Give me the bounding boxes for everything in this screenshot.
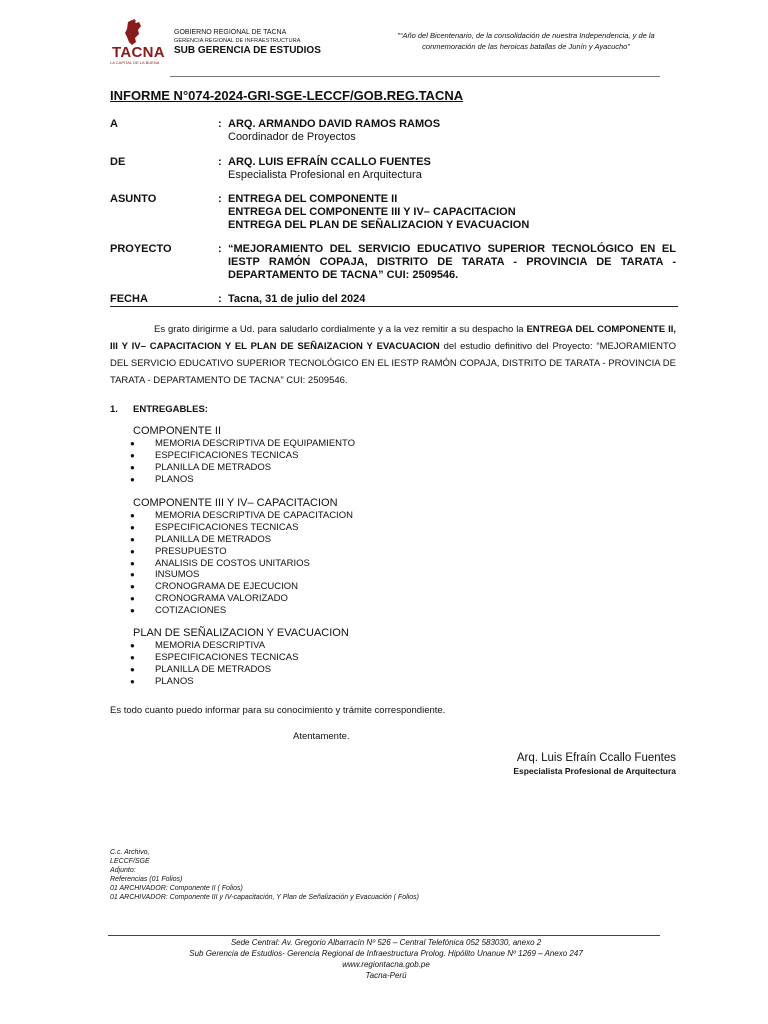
field-colon: : [218, 193, 222, 205]
deliverables-list [130, 510, 353, 617]
list-item: ● ANALISIS DE COSTOS UNITARIOS [130, 557, 310, 569]
bullet-icon: ● [130, 606, 135, 616]
org-department: GERENCIA REGIONAL DE INFRAESTRUCTURA [174, 38, 301, 44]
footer-address: Sede Central: Av. Gregorio Albarracín Nº 526 – Central Telefónica 052 583030, anexo 2 [230, 938, 542, 947]
bullet-icon: ● [130, 522, 135, 532]
para-text: del estudio definitivo del Proyecto: “MEJORAMIENTO DEL SERVICIO EDUCATIVO SUPERIOR TECNOLÓGICO EN EL IESTP RAMÓN COPAJA, DISTRITO DE TARATA - PROVINCIA DE TARATA - DEPARTAMENTO DE TACNA” CUI: 2509546. [110, 341, 676, 386]
field-label-fecha: FECHA [110, 293, 148, 305]
cc-line: Referencias (01 Folios) [110, 876, 183, 883]
list-item: ● PLANILLA DE METRADOS [130, 461, 272, 473]
bullet-icon: ● [130, 582, 135, 592]
field-colon: : [218, 156, 222, 168]
bullet-icon: ● [130, 439, 135, 448]
field-label-proyecto: PROYECTO [110, 243, 172, 255]
bullet-icon: ● [130, 546, 135, 556]
list-item: ● CRONOGRAMA VALORIZADO [130, 593, 288, 605]
section-number: 1. [110, 404, 118, 415]
field-value-asunto [228, 193, 676, 232]
year-motto: "“Año del Bicentenario, de la consolidación de nuestra Independencia, y de la conmemoración de las heroicas batallas de Junín y Ayacucho” [397, 31, 655, 51]
field-value-de [228, 156, 676, 182]
list-item: ● ESPECIFICACIONES TECNICAS [130, 651, 299, 663]
bullet-icon: ● [130, 450, 135, 460]
group-title: PLAN DE SEÑALIZACION Y EVACUACION [133, 627, 349, 639]
footer-location: Tacna-Perú [365, 971, 407, 980]
bullet-icon: ● [130, 534, 135, 544]
signature-title: Especialista Profesional de Arquitectura [513, 766, 676, 776]
bullet-icon: ● [130, 570, 135, 580]
signature-name: Arq. Luis Efraín Ccallo Fuentes [516, 752, 676, 764]
list-item: ● MEMORIA DESCRIPTIVA DE EQUIPAMIENTO [130, 438, 356, 449]
para-text: Es grato dirigirme a Ud. para saludarlo cordialmente y a la vez remitir a su despacho la [154, 324, 527, 335]
cc-block [110, 848, 419, 902]
field-label-a: A [110, 118, 118, 130]
report-title: INFORME N°074-2024-GRI-SGE-LECCF/GOB.REG.TACNA [110, 88, 464, 103]
field-value-fecha: Tacna, 31 de julio del 2024 [228, 293, 366, 305]
field-label-asunto: ASUNTO [110, 193, 157, 205]
list-item: ● PLANOS [130, 473, 194, 485]
field-colon: : [218, 293, 222, 305]
bullet-icon: ● [130, 641, 135, 650]
list-item: ● PLANILLA DE METRADOS [130, 663, 272, 675]
list-item: ● ESPECIFICACIONES TECNICAS [130, 521, 299, 533]
cc-line: LECCF/SGE [110, 858, 150, 865]
bullet-icon: ● [130, 558, 135, 568]
section-title: ENTREGABLES: [133, 404, 208, 415]
group-title: COMPONENTE III Y IV– CAPACITACION [133, 497, 338, 509]
footer [110, 937, 662, 981]
footer-website[interactable]: www.regiontacna.gob.pe [342, 960, 430, 969]
field-value-proyecto: “MEJORAMIENTO DEL SERVICIO EDUCATIVO SUPERIOR TECNOLÓGICO EN EL IESTP RAMÓN COPAJA, DISTRITO DE TARATA - PROVINCIA DE TARATA - DEPARTAMENTO DE TACNA” CUI: 2509546. [228, 243, 676, 281]
org-name: GOBIERNO REGIONAL DE TACNA [174, 29, 287, 36]
list-item: ● PLANILLA DE METRADOS [130, 533, 272, 545]
recipient-role: Coordinador de Proyectos [228, 131, 356, 143]
footer-address: Sub Gerencia de Estudios- Gerencia Regional de Infraestructura Prolog. Hipólito Unanue Nº 1269 – Anexo 247 [189, 949, 583, 958]
list-item: ● INSUMOS [130, 569, 200, 581]
list-item: ● MEMORIA DESCRIPTIVA DE CAPACITACION [130, 510, 353, 521]
field-colon: : [218, 243, 222, 255]
closing-sentence: Es todo cuanto puedo informar para su conocimiento y trámite correspondiente. [110, 705, 446, 716]
cc-line: Adjunto: [110, 867, 136, 874]
fields-divider [110, 306, 678, 307]
bullet-icon: ● [130, 511, 135, 520]
deliverables-list [130, 640, 298, 688]
deliverables-list [130, 438, 355, 486]
bullet-icon: ● [130, 676, 135, 686]
field-label-de: DE [110, 156, 126, 168]
group-title: COMPONENTE II [133, 425, 222, 437]
list-item: ● COTIZACIONES [130, 605, 227, 617]
list-item: ● MEMORIA DESCRIPTIVA [130, 640, 266, 651]
bullet-icon: ● [130, 652, 135, 662]
org-subdivision: SUB GERENCIA DE ESTUDIOS [174, 45, 321, 56]
recipient-name: ARQ. ARMANDO DAVID RAMOS RAMOS [228, 118, 441, 130]
subject-line: ENTREGA DEL PLAN DE SEÑALIZACION Y EVACUACION [228, 219, 530, 231]
field-value-a [228, 118, 676, 144]
list-item: ● PRESUPUESTO [130, 545, 227, 557]
valediction: Atentamente. [293, 731, 350, 742]
cc-line: C.c. Archivo, [110, 849, 150, 856]
bullet-icon: ● [130, 474, 135, 484]
bullet-icon: ● [130, 462, 135, 472]
cc-line: 01 ARCHIVADOR: Componente III y IV-capacitación, Y Plan de Señalización y Evacuación ( Folios) [110, 894, 419, 901]
cc-line: 01 ARCHIVADOR: Componente II ( Folios) [110, 885, 243, 892]
subject-line: ENTREGA DEL COMPONENTE III Y IV– CAPACITACION [228, 206, 516, 218]
sender-role: Especialista Profesional en Arquitectura [228, 169, 422, 181]
logo-text: TACNA [112, 44, 165, 61]
header-divider [170, 76, 660, 77]
bullet-icon: ● [130, 594, 135, 604]
sender-name: ARQ. LUIS EFRAÍN CCALLO FUENTES [228, 156, 431, 168]
list-item: ● PLANOS [130, 675, 194, 687]
list-item: ● ESPECIFICACIONES TECNICAS [130, 449, 299, 461]
field-colon: : [218, 118, 222, 130]
subject-line: ENTREGA DEL COMPONENTE II [228, 193, 398, 205]
bullet-icon: ● [130, 664, 135, 674]
footer-divider [108, 935, 660, 936]
logo-tagline: LA CAPITAL DE LA BUENA [110, 60, 160, 65]
para-emphasis: ENTREGA DEL COMPONENTE II, III Y IV– CAPACITACION Y EL PLAN DE SEÑAIZACION Y EVACUACION [110, 324, 676, 352]
body-paragraph [110, 321, 676, 389]
list-item: ● CRONOGRAMA DE EJECUCION [130, 581, 299, 593]
